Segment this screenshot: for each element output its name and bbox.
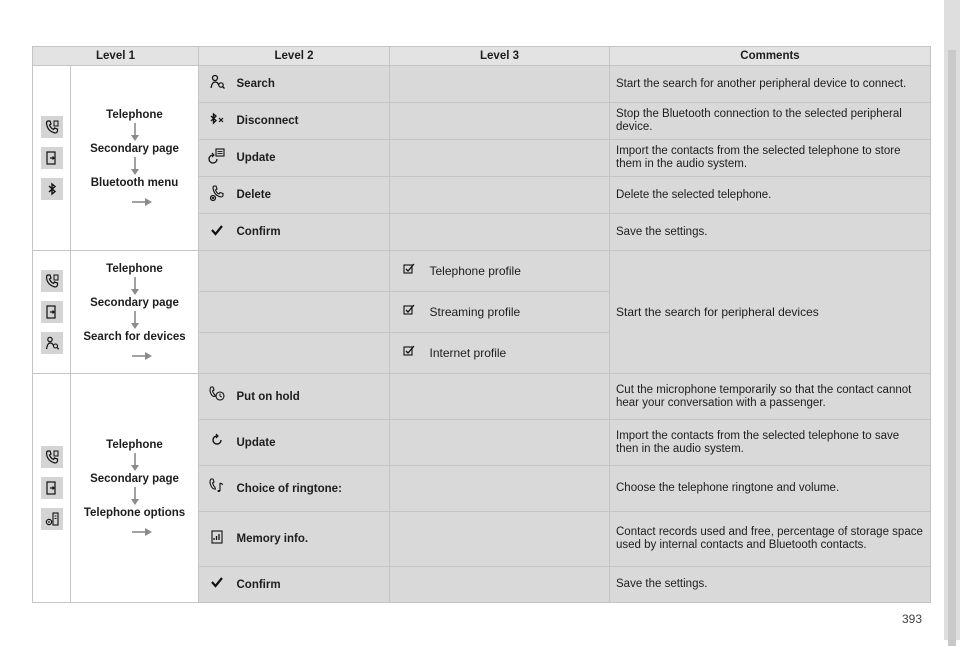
telephone-icon — [41, 116, 63, 138]
path-level-bluetooth-menu: Bluetooth menu — [90, 177, 179, 189]
level2-label: Update — [235, 140, 390, 177]
comment-cell: Contact records used and free, percentage of storage space used by internal contacts and Bluetooth contacts. — [610, 512, 931, 567]
level3-cell — [390, 374, 610, 420]
level3-cell — [390, 177, 610, 214]
level2-label: Confirm — [235, 567, 390, 603]
level3-profile-label: Internet profile — [428, 333, 610, 374]
table-row — [33, 251, 931, 292]
page-number: 393 — [902, 612, 923, 626]
header-row — [33, 47, 931, 66]
level3-cell — [390, 66, 610, 103]
arrow-down-icon — [129, 452, 141, 472]
level1-icons-cell — [33, 251, 71, 374]
check-icon — [199, 214, 235, 251]
path-level-secondary-page: Secondary page — [90, 297, 179, 309]
path-level-telephone: Telephone — [106, 109, 163, 121]
check-icon — [199, 567, 235, 603]
header-comments: Comments — [610, 47, 931, 66]
level1-icons-cell — [33, 374, 71, 603]
arrow-right-icon — [131, 350, 153, 362]
header-level-1: Level 1 — [33, 47, 199, 66]
arrow-right-icon — [131, 526, 153, 538]
level2-blank-cell — [199, 333, 390, 374]
level2-blank-cell — [199, 292, 390, 333]
comment-cell: Stop the Bluetooth connection to the selected peripheral device. — [610, 103, 931, 140]
level3-cell — [390, 140, 610, 177]
telephone-icon — [41, 446, 63, 468]
checkbox-icon — [390, 251, 428, 292]
comment-cell: Cut the microphone temporarily so that the contact cannot hear your conversation with a passenger. — [610, 374, 931, 420]
secondary-page-icon — [41, 301, 63, 323]
delete-phone-icon — [199, 177, 235, 214]
level1-path-cell — [71, 251, 199, 374]
arrow-down-icon — [129, 156, 141, 176]
bluetooth-disconnect-icon — [199, 103, 235, 140]
arrow-right-icon — [131, 196, 153, 208]
checkbox-icon — [390, 292, 428, 333]
update-contacts-icon — [199, 140, 235, 177]
search-person-icon — [41, 332, 63, 354]
put-on-hold-icon — [199, 374, 235, 420]
path-level-telephone-options: Telephone options — [83, 507, 186, 519]
level2-label: Choice of ringtone: — [235, 466, 390, 512]
path-level-secondary-page: Secondary page — [90, 473, 179, 485]
level3-profile-label: Streaming profile — [428, 292, 610, 333]
menu-table — [32, 46, 931, 603]
level2-label: Search — [235, 66, 390, 103]
level3-cell — [390, 567, 610, 603]
header-level-2: Level 2 — [199, 47, 390, 66]
level2-label: Delete — [235, 177, 390, 214]
comment-cell: Save the settings. — [610, 214, 931, 251]
secondary-page-icon — [41, 477, 63, 499]
level2-label: Disconnect — [235, 103, 390, 140]
telephone-options-icon — [41, 508, 63, 530]
secondary-page-icon — [41, 147, 63, 169]
level2-label: Update — [235, 420, 390, 466]
path-level-telephone: Telephone — [106, 263, 163, 275]
comment-cell: Import the contacts from the selected telephone to store them in the audio system. — [610, 140, 931, 177]
comment-cell: Choose the telephone ringtone and volume. — [610, 466, 931, 512]
level1-path-cell — [71, 374, 199, 603]
path-level-search-for-devices: Search for devices — [83, 331, 186, 343]
level2-label: Memory info. — [235, 512, 390, 567]
path-level-telephone: Telephone — [106, 439, 163, 451]
level2-label: Confirm — [235, 214, 390, 251]
level3-profile-label: Telephone profile — [428, 251, 610, 292]
header-level-3: Level 3 — [390, 47, 610, 66]
level3-cell — [390, 512, 610, 567]
level2-blank-cell — [199, 251, 390, 292]
table-row — [33, 66, 931, 103]
comment-cell: Save the settings. — [610, 567, 931, 603]
page-edge-bar — [948, 50, 956, 646]
level2-label: Put on hold — [235, 374, 390, 420]
arrow-down-icon — [129, 122, 141, 142]
path-level-secondary-page: Secondary page — [90, 143, 179, 155]
level1-icons-cell — [33, 66, 71, 251]
arrow-down-icon — [129, 276, 141, 296]
checkbox-icon — [390, 333, 428, 374]
search-person-icon — [199, 66, 235, 103]
update-icon — [199, 420, 235, 466]
telephone-icon — [41, 270, 63, 292]
table-row — [33, 374, 931, 420]
comment-cell: Start the search for peripheral devices — [610, 251, 931, 374]
level3-cell — [390, 466, 610, 512]
memory-info-icon — [199, 512, 235, 567]
level3-cell — [390, 103, 610, 140]
page-edge — [944, 0, 960, 640]
level1-path-cell — [71, 66, 199, 251]
ringtone-icon — [199, 466, 235, 512]
comment-cell: Import the contacts from the selected telephone to save then in the audio system. — [610, 420, 931, 466]
arrow-down-icon — [129, 486, 141, 506]
bluetooth-icon — [41, 178, 63, 200]
comment-cell: Start the search for another peripheral device to connect. — [610, 66, 931, 103]
level3-cell — [390, 420, 610, 466]
comment-cell: Delete the selected telephone. — [610, 177, 931, 214]
arrow-down-icon — [129, 310, 141, 330]
level3-cell — [390, 214, 610, 251]
